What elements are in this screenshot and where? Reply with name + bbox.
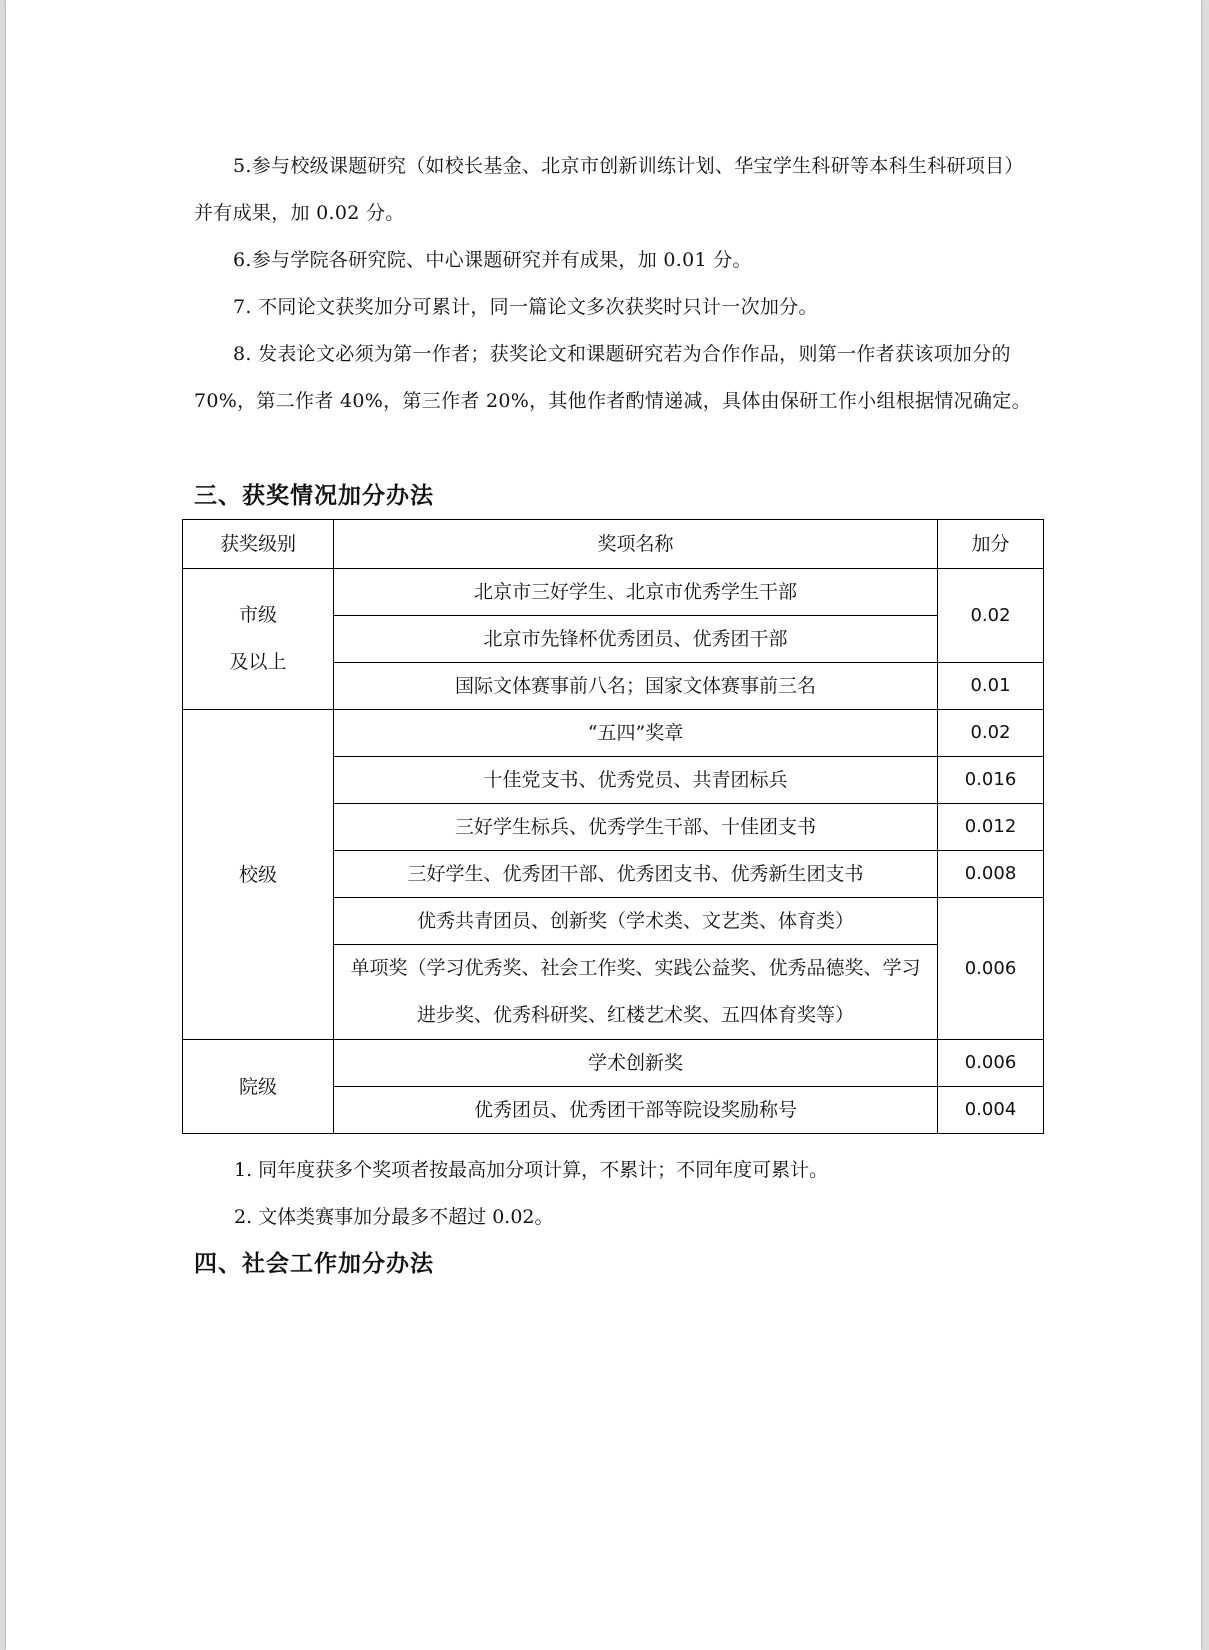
award-score: 0.016 (938, 757, 1044, 804)
award-score: 0.006 (938, 898, 1044, 1040)
header-score: 加分 (938, 520, 1044, 569)
award-score: 0.012 (938, 804, 1044, 851)
awards-table (182, 519, 1044, 1134)
award-name: 三好学生、优秀团干部、优秀团支书、优秀新生团支书 (334, 851, 938, 898)
award-name: 北京市三好学生、北京市优秀学生干部 (334, 569, 938, 616)
section-4-title: 四、社会工作加分办法 (194, 1250, 434, 1277)
level-city-line1: 市级 (238, 604, 277, 626)
award-name: 十佳党支书、优秀党员、共青团标兵 (334, 757, 938, 804)
award-score: 0.02 (938, 569, 1044, 663)
table-header-row (183, 520, 1044, 569)
level-school: 校级 (183, 710, 334, 1040)
award-score: 0.02 (938, 710, 1044, 757)
paragraph-7: 7. 不同论文获奖加分可累计，同一篇论文多次获奖时只计一次加分。 (233, 296, 818, 318)
award-name: 优秀共青团员、创新奖（学术类、文艺类、体育类） (334, 898, 938, 945)
level-city-line2: 及以上 (229, 651, 287, 673)
award-score: 0.008 (938, 851, 1044, 898)
level-college: 院级 (183, 1040, 334, 1134)
document-page (6, 0, 1201, 1650)
paragraph-8: 8. 发表论文必须为第一作者；获奖论文和课题研究若为合作作品，则第一作者获该项加分的 70%，第二作者 40%，第三作者 20%，其他作者酌情递减，具体由保研工作小组根据情况确定。 (194, 343, 1031, 412)
award-name: “五四”奖章 (334, 710, 938, 757)
table-row (183, 710, 1044, 757)
paragraph-5: 5.参与校级课题研究（如校长基金、北京市创新训练计划、华宝学生科研等本科生科研项目）并有成果，加 0.02 分。 (194, 155, 1024, 224)
paragraph-6: 6.参与学院各研究院、中心课题研究并有成果，加 0.01 分。 (233, 249, 752, 271)
award-name: 优秀团员、优秀团干部等院设奖励称号 (334, 1087, 938, 1134)
header-level: 获奖级别 (183, 520, 334, 569)
header-award-name: 奖项名称 (334, 520, 938, 569)
award-name: 国际文体赛事前八名；国家文体赛事前三名 (334, 663, 938, 710)
award-name: 单项奖（学习优秀奖、社会工作奖、实践公益奖、优秀品德奖、学习进步奖、优秀科研奖、红楼艺术奖、五四体育奖等） (334, 945, 938, 1040)
level-city (183, 569, 334, 710)
award-score: 0.004 (938, 1087, 1044, 1134)
award-name: 三好学生标兵、优秀学生干部、十佳团支书 (334, 804, 938, 851)
award-score: 0.01 (938, 663, 1044, 710)
note-1: 1. 同年度获多个奖项者按最高加分项计算，不累计；不同年度可累计。 (234, 1159, 829, 1181)
table-row (183, 569, 1044, 616)
table-row (183, 1040, 1044, 1087)
section-3-title: 三、获奖情况加分办法 (194, 482, 434, 509)
note-2: 2. 文体类赛事加分最多不超过 0.02。 (234, 1206, 554, 1228)
award-score: 0.006 (938, 1040, 1044, 1087)
award-name: 学术创新奖 (334, 1040, 938, 1087)
award-name: 北京市先锋杯优秀团员、优秀团干部 (334, 616, 938, 663)
